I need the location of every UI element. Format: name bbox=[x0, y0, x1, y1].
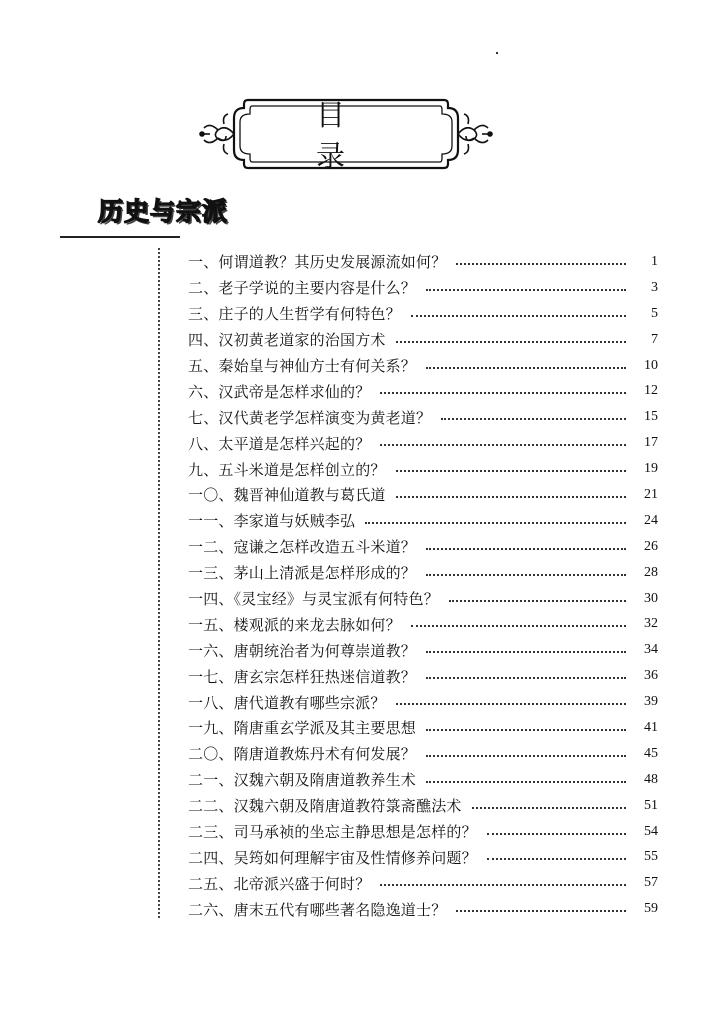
toc-entry[interactable] bbox=[188, 715, 658, 741]
toc-entry-title: 一一、李家道与妖贼李弘 bbox=[188, 512, 356, 531]
toc-entry-title: 一七、唐玄宗怎样狂热迷信道教？ bbox=[188, 667, 417, 686]
dot-leader bbox=[411, 315, 626, 317]
dot-leader bbox=[472, 807, 626, 809]
dot-leader bbox=[396, 703, 626, 705]
toc-entry-title: 二〇、隋唐道教炼丹术有何发展？ bbox=[188, 745, 417, 764]
dot-leader bbox=[426, 574, 626, 576]
toc-entry-page: 5 bbox=[651, 305, 658, 321]
toc-entry[interactable] bbox=[188, 534, 658, 560]
toc-entry-title: 五、秦始皇与神仙方士有何关系？ bbox=[188, 357, 417, 375]
dot-leader bbox=[426, 548, 626, 550]
dot-leader bbox=[449, 600, 626, 602]
toc-entry-page: 12 bbox=[644, 383, 658, 399]
toc-entry[interactable] bbox=[188, 327, 658, 353]
dot-leader bbox=[456, 910, 626, 912]
toc-entry-page: 39 bbox=[644, 694, 658, 710]
toc-entry-page: 19 bbox=[644, 461, 658, 477]
toc-entry[interactable] bbox=[188, 767, 658, 793]
toc-entry-page: 59 bbox=[644, 901, 658, 917]
toc-entry-title: 八、太平道是怎样兴起的？ bbox=[188, 434, 371, 453]
toc-entry-page: 3 bbox=[651, 279, 658, 295]
toc-entry[interactable] bbox=[188, 611, 658, 637]
ink-speck bbox=[496, 52, 498, 54]
toc-entry-title: 一二、寇谦之怎样改造五斗米道？ bbox=[188, 538, 417, 557]
dot-leader bbox=[396, 496, 626, 498]
toc-entry[interactable] bbox=[188, 663, 658, 689]
toc-entry-page: 28 bbox=[644, 564, 658, 580]
toc-entry[interactable] bbox=[188, 378, 658, 404]
toc-entry-page: 10 bbox=[644, 357, 658, 373]
toc-entry-page: 7 bbox=[651, 331, 658, 347]
toc-entry-page: 45 bbox=[644, 745, 658, 761]
toc-entry-page: 21 bbox=[644, 486, 658, 502]
toc-entry-title: 一六、唐朝统治者为何尊崇道教？ bbox=[188, 641, 417, 660]
toc-entry[interactable] bbox=[188, 586, 658, 612]
toc-entry[interactable] bbox=[188, 819, 658, 845]
section-heading: 历史与宗派 bbox=[98, 197, 229, 226]
dot-leader bbox=[426, 729, 626, 731]
toc-entry-page: 32 bbox=[644, 616, 658, 632]
toc-entry[interactable] bbox=[188, 404, 658, 430]
toc-entry-page: 57 bbox=[644, 875, 658, 891]
toc-entry-title: 二二、汉魏六朝及隋唐道教符箓斋醮法术 bbox=[188, 797, 462, 816]
toc-entry-title: 三、庄子的人生哲学有何特色？ bbox=[188, 305, 401, 324]
dot-leader bbox=[426, 781, 626, 783]
toc-entry[interactable] bbox=[188, 249, 658, 275]
toc-entry-title: 二五、北帝派兴盛于何时？ bbox=[188, 874, 371, 893]
toc-entry[interactable] bbox=[188, 870, 658, 896]
toc-entry[interactable] bbox=[188, 896, 658, 922]
toc-entry-page: 54 bbox=[644, 823, 658, 839]
toc-entry[interactable] bbox=[188, 560, 658, 586]
toc-entry-title: 一、何谓道教？其历史发展源流如何？ bbox=[188, 253, 447, 272]
dot-leader bbox=[396, 341, 626, 343]
dot-leader bbox=[426, 677, 626, 679]
dot-leader bbox=[426, 651, 626, 653]
toc-entry[interactable] bbox=[188, 637, 658, 663]
table-of-contents bbox=[188, 249, 658, 922]
toc-entry-page: 34 bbox=[644, 642, 658, 658]
dot-leader bbox=[487, 833, 626, 835]
dot-leader bbox=[411, 625, 626, 627]
dot-leader bbox=[426, 755, 626, 757]
toc-entry-title: 二三、司马承祯的坐忘主静思想是怎样的？ bbox=[188, 823, 477, 842]
toc-entry-page: 48 bbox=[644, 771, 658, 787]
toc-entry-page: 30 bbox=[644, 590, 658, 606]
toc-entry-page: 51 bbox=[644, 797, 658, 813]
dot-leader bbox=[441, 418, 626, 420]
toc-entry-title: 二、老子学说的主要内容是什么？ bbox=[188, 279, 417, 298]
toc-entry[interactable] bbox=[188, 482, 658, 508]
toc-entry[interactable] bbox=[188, 456, 658, 482]
toc-entry[interactable] bbox=[188, 741, 658, 767]
toc-entry[interactable] bbox=[188, 793, 658, 819]
toc-entry-page: 15 bbox=[644, 409, 658, 425]
dot-leader bbox=[396, 470, 626, 472]
toc-entry-title: 七、汉代黄老学怎样演变为黄老道？ bbox=[188, 408, 432, 427]
toc-entry-page: 36 bbox=[644, 668, 658, 684]
dot-leader bbox=[426, 289, 626, 291]
dot-leader bbox=[380, 444, 626, 446]
toc-entry[interactable] bbox=[188, 844, 658, 870]
toc-entry[interactable] bbox=[188, 275, 658, 301]
toc-entry-title: 一四、《灵宝经》与灵宝派有何特色？ bbox=[188, 590, 439, 609]
toc-entry-title: 一三、茅山上清派是怎样形成的？ bbox=[188, 564, 417, 583]
toc-entry[interactable] bbox=[188, 301, 658, 327]
dot-leader bbox=[487, 858, 626, 860]
toc-entry-title: 九、五斗米道是怎样创立的？ bbox=[188, 460, 386, 479]
toc-entry-title: 一九、隋唐重玄学派及其主要思想 bbox=[188, 719, 417, 738]
dotted-margin-rule bbox=[158, 248, 160, 918]
toc-entry-title: 六、汉武帝是怎样求仙的？ bbox=[188, 382, 371, 401]
toc-entry[interactable] bbox=[188, 689, 658, 715]
toc-entry-title: 一八、唐代道教有哪些宗派？ bbox=[188, 693, 386, 712]
toc-entry-title: 二六、唐末五代有哪些著名隐逸道士？ bbox=[188, 900, 447, 919]
toc-entry[interactable] bbox=[188, 508, 658, 534]
toc-entry-title: 一〇、魏晋神仙道教与葛氏道 bbox=[188, 486, 386, 505]
toc-entry-page: 24 bbox=[644, 512, 658, 528]
toc-entry-title: 四、汉初黄老道家的治国方术 bbox=[188, 331, 386, 350]
toc-entry-page: 1 bbox=[651, 253, 658, 269]
toc-entry-title: 一五、楼观派的来龙去脉如何？ bbox=[188, 615, 401, 634]
toc-entry[interactable] bbox=[188, 430, 658, 456]
toc-entry-page: 41 bbox=[644, 719, 658, 735]
page-title: 目 录 bbox=[316, 98, 408, 173]
toc-entry[interactable] bbox=[188, 353, 658, 379]
dot-leader bbox=[456, 263, 626, 265]
dot-leader bbox=[380, 884, 626, 886]
dot-leader bbox=[426, 367, 626, 369]
dot-leader bbox=[380, 392, 626, 394]
toc-entry-page: 26 bbox=[644, 538, 658, 554]
toc-entry-title: 二一、汉魏六朝及隋唐道教养生术 bbox=[188, 771, 417, 790]
toc-entry-page: 55 bbox=[644, 849, 658, 865]
toc-entry-page: 17 bbox=[644, 435, 658, 451]
heading-underline bbox=[60, 236, 180, 238]
title-banner bbox=[196, 94, 496, 174]
dot-leader bbox=[365, 522, 626, 524]
toc-entry-title: 二四、吴筠如何理解宇宙及性情修养问题？ bbox=[188, 848, 477, 867]
